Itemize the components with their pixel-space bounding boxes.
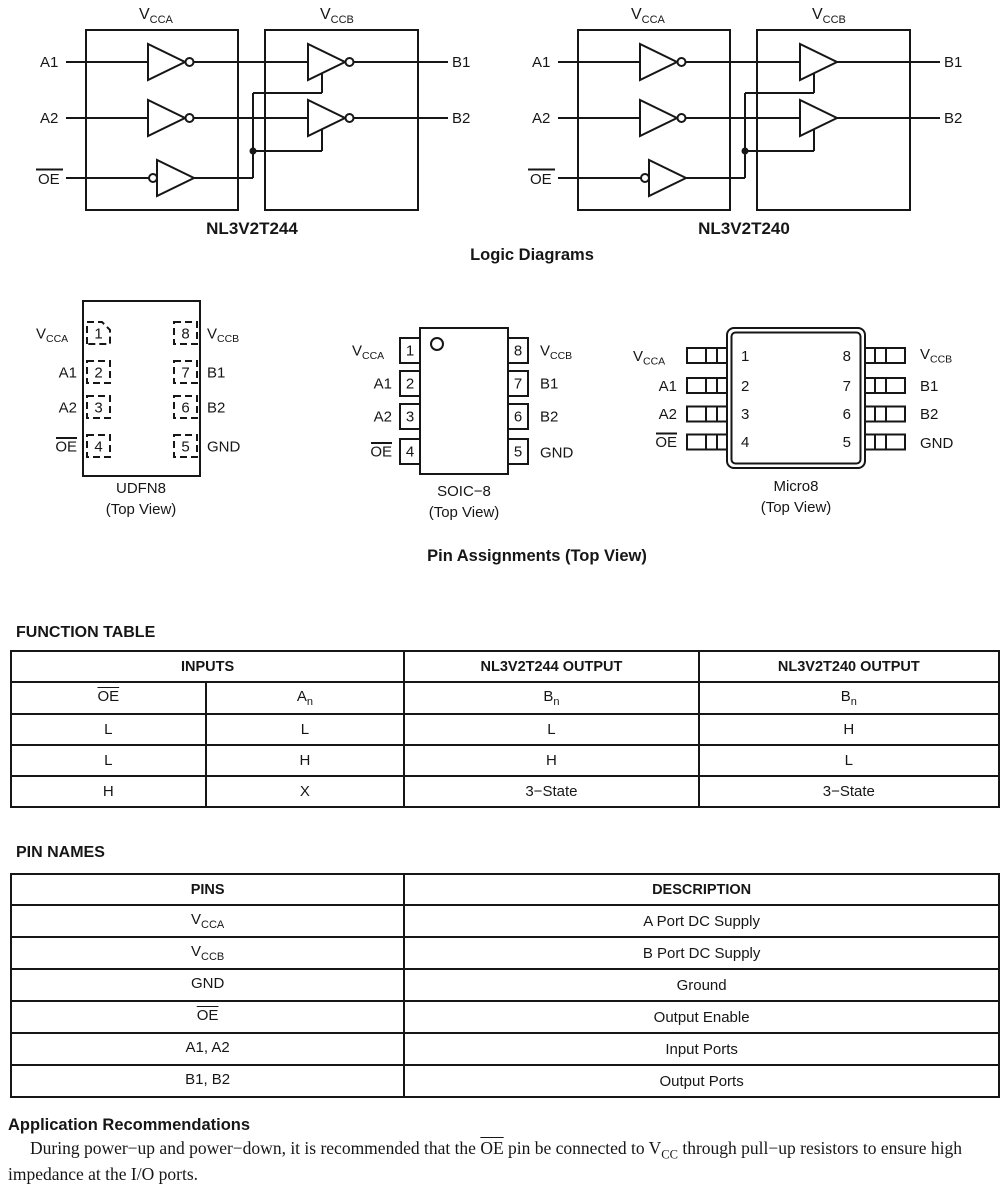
b1-pin-label: B1 <box>920 378 939 395</box>
b2-pin-label: B2 <box>920 406 939 423</box>
pins-header: PINS <box>11 874 404 905</box>
a1-pin-label: A1 <box>373 375 392 393</box>
oe-label: OE <box>530 171 552 188</box>
nl3v2t244-diagram <box>36 30 448 210</box>
description-cell: A Port DC Supply <box>404 905 999 937</box>
vccb-pin-label: $V_{CCB}$ <box>207 325 240 345</box>
pin-number-7: 7 <box>842 378 851 395</box>
table-row <box>11 905 999 937</box>
a1-inverter-triangle <box>148 44 185 80</box>
pin-number-6: 6 <box>513 408 523 426</box>
pin-number-6: 6 <box>181 399 190 417</box>
pin-number-6: 6 <box>842 406 851 423</box>
cell: 3−State <box>699 776 999 807</box>
micro8-view: (Top View) <box>760 499 832 516</box>
oe-input-bubble <box>641 174 649 182</box>
pin-number-5: 5 <box>513 443 523 461</box>
oe-pin-label: OE <box>655 434 677 451</box>
nl3v2t244-title: NL3V2T244 <box>206 219 298 238</box>
inputs-header: INPUTS <box>11 651 404 682</box>
udfn8-name: UDFN8 <box>115 480 167 497</box>
a2-inverter-triangle <box>148 100 185 136</box>
inversion-bubble <box>346 114 354 122</box>
a1-inverter-triangle <box>640 44 677 80</box>
pin-lead-4 <box>687 435 727 450</box>
a1-pin-label: A1 <box>658 378 677 395</box>
vccb-pin-label: $V_{CCB}$ <box>920 346 953 366</box>
function-table <box>10 650 1000 808</box>
oe-inline: $\overline{OE}$ <box>480 1138 504 1158</box>
table-row <box>11 1033 999 1065</box>
pin-number-7: 7 <box>181 364 190 382</box>
soic8-view: (Top View) <box>428 504 500 521</box>
description-cell: Output Ports <box>404 1065 999 1097</box>
nl3v2t240-output-header: NL3V2T240 OUTPUT <box>699 651 999 682</box>
a1-pin-label: A1 <box>58 364 77 382</box>
a2-pin-label: A2 <box>58 399 77 417</box>
cell: L <box>404 714 698 745</box>
a2-inverter-triangle <box>640 100 677 136</box>
function-table-heading: FUNCTION TABLE <box>16 624 156 641</box>
pin-lead-5 <box>865 435 905 450</box>
cell: H <box>404 745 698 776</box>
cell: 3−State <box>404 776 698 807</box>
description-cell: Ground <box>404 969 999 1001</box>
pin-number-5: 5 <box>842 434 851 451</box>
vccb-label: $V_{CCB}$ <box>812 6 846 26</box>
a1-label: A1 <box>532 54 551 71</box>
cell: L <box>11 745 206 776</box>
oe-input-bubble <box>149 174 157 182</box>
pin-names-table <box>10 873 1000 1098</box>
a2-label: A2 <box>532 110 551 127</box>
oe-label: OE <box>38 171 60 188</box>
soic8-name: SOIC−8 <box>437 483 491 500</box>
pin-lead-3 <box>687 407 727 422</box>
table-row <box>11 969 999 1001</box>
cell: X <box>206 776 405 807</box>
logic-diagrams-figure <box>0 0 1002 243</box>
nl3v2t240-title: NL3V2T240 <box>698 219 790 238</box>
vcc-subscript: CC <box>661 1147 678 1162</box>
b2-label: B2 <box>944 110 963 127</box>
oe-pin-label: OE <box>370 443 392 461</box>
pin-number-5: 5 <box>181 438 190 456</box>
table-row <box>11 682 999 714</box>
logic-diagrams-caption: Logic Diagrams <box>470 246 594 264</box>
b2-buffer-triangle <box>800 100 837 136</box>
pin-number-8: 8 <box>513 342 523 360</box>
pin-lead-8 <box>865 348 905 363</box>
cell: L <box>699 745 999 776</box>
pin-number-8: 8 <box>842 348 851 365</box>
pin-number-8: 8 <box>181 325 190 343</box>
pin-number-3: 3 <box>94 399 103 417</box>
table-row <box>11 745 999 776</box>
pin-number-4: 4 <box>405 443 415 461</box>
signal-wires <box>558 62 940 178</box>
inversion-bubble <box>186 58 194 66</box>
pin-lead-7 <box>865 378 905 393</box>
b1-label: B1 <box>944 54 963 71</box>
vccb-label: $V_{CCB}$ <box>320 6 354 26</box>
gnd-pin-label: GND <box>920 435 954 452</box>
pin-cell: B1, B2 <box>11 1065 404 1097</box>
micro8-package <box>633 328 954 516</box>
pin-number-4: 4 <box>94 438 103 456</box>
inversion-bubble <box>346 58 354 66</box>
pin-number-1: 1 <box>741 348 750 365</box>
b2-pin-label: B2 <box>540 408 559 426</box>
vcca-pin-label: $V_{CCA}$ <box>633 348 666 368</box>
udfn8-package <box>36 301 241 518</box>
nl3v2t240-diagram <box>528 30 940 210</box>
vcca-pin-label: $V_{CCA}$ <box>36 325 69 345</box>
pin-number-3: 3 <box>741 406 750 423</box>
pin-number-2: 2 <box>94 364 103 382</box>
udfn8-view: (Top View) <box>105 501 177 518</box>
b2-pin-label: B2 <box>207 399 226 417</box>
pin1-indicator-dot <box>431 338 443 350</box>
table-row <box>11 874 999 905</box>
vcca-label: $V_{CCA}$ <box>631 6 665 26</box>
micro8-body-inner <box>732 333 861 464</box>
oe-col-header: $\overline{OE}$ <box>11 682 206 714</box>
b2-inverter-triangle <box>308 100 345 136</box>
table-row <box>11 1065 999 1097</box>
pin-cell: A1, A2 <box>11 1033 404 1065</box>
inversion-bubble <box>678 114 686 122</box>
pin-lead-2 <box>687 378 727 393</box>
inversion-bubble <box>186 114 194 122</box>
micro8-name: Micro8 <box>773 478 819 495</box>
cell: L <box>11 714 206 745</box>
a2-label: A2 <box>40 110 59 127</box>
pin-cell: GND <box>11 969 404 1001</box>
an-col-header: $A_n$ <box>206 682 405 714</box>
b1-pin-label: B1 <box>207 364 226 382</box>
description-cell: B Port DC Supply <box>404 937 999 969</box>
pin-number-2: 2 <box>741 378 750 395</box>
pin-lead-6 <box>865 407 905 422</box>
pin-cell: $V_{CCA}$ <box>11 905 404 937</box>
application-recommendations-heading: Application Recommendations <box>8 1116 251 1134</box>
nl3v2t244-output-header: NL3V2T244 OUTPUT <box>404 651 698 682</box>
oe-buffer-triangle <box>157 160 194 196</box>
b1-pin-label: B1 <box>540 375 559 393</box>
oe-buffer-triangle <box>649 160 686 196</box>
pin-cell: $\overline{OE}$ <box>11 1001 404 1033</box>
pin-assignments-caption: Pin Assignments (Top View) <box>427 547 647 565</box>
b1-label: B1 <box>452 54 471 71</box>
pin-names-heading: PIN NAMES <box>16 844 105 861</box>
oe-pin-label: OE <box>55 438 77 456</box>
vccb-pin-label: $V_{CCB}$ <box>540 342 573 362</box>
pin-number-4: 4 <box>741 434 750 451</box>
b1-inverter-triangle <box>308 44 345 80</box>
application-recommendations-text: During power−up and power−down, it is recommended that the $\overline{OE}$ pin be connected to $V_{CC}$ through pull−up resistors to ensure high impedance at the I/O ports. <box>8 1138 962 1184</box>
table-row <box>11 1001 999 1033</box>
cell: H <box>699 714 999 745</box>
cell: L <box>206 714 405 745</box>
description-cell: Output Enable <box>404 1001 999 1033</box>
table-row <box>11 651 999 682</box>
pin-lead-1 <box>687 348 727 363</box>
signal-wires <box>66 62 448 178</box>
pin-assignments-figure <box>0 291 1002 536</box>
table-row <box>11 714 999 745</box>
a2-pin-label: A2 <box>658 406 677 423</box>
cell: H <box>11 776 206 807</box>
description-cell: Input Ports <box>404 1033 999 1065</box>
soic8-body <box>420 328 508 474</box>
vcca-pin-label: $V_{CCA}$ <box>352 342 385 362</box>
soic8-package <box>352 328 574 521</box>
a1-label: A1 <box>40 54 59 71</box>
pin-number-1: 1 <box>405 342 415 360</box>
b2-label: B2 <box>452 110 471 127</box>
pin-number-7: 7 <box>513 375 523 393</box>
description-header: DESCRIPTION <box>404 874 999 905</box>
gnd-pin-label: GND <box>540 444 574 462</box>
vcca-label: $V_{CCA}$ <box>139 6 173 26</box>
inversion-bubble <box>678 58 686 66</box>
b1-buffer-triangle <box>800 44 837 80</box>
pin-number-3: 3 <box>405 408 415 426</box>
table-row <box>11 776 999 807</box>
cell: H <box>206 745 405 776</box>
junction-dot <box>742 148 749 155</box>
bn-col-header: $B_n$ <box>699 682 999 714</box>
a2-pin-label: A2 <box>373 408 392 426</box>
bn-col-header: $B_n$ <box>404 682 698 714</box>
pin-cell: $V_{CCB}$ <box>11 937 404 969</box>
junction-dot <box>250 148 257 155</box>
pin-number-1: 1 <box>94 325 103 343</box>
pin-number-2: 2 <box>405 375 415 393</box>
gnd-pin-label: GND <box>207 438 241 456</box>
table-row <box>11 937 999 969</box>
